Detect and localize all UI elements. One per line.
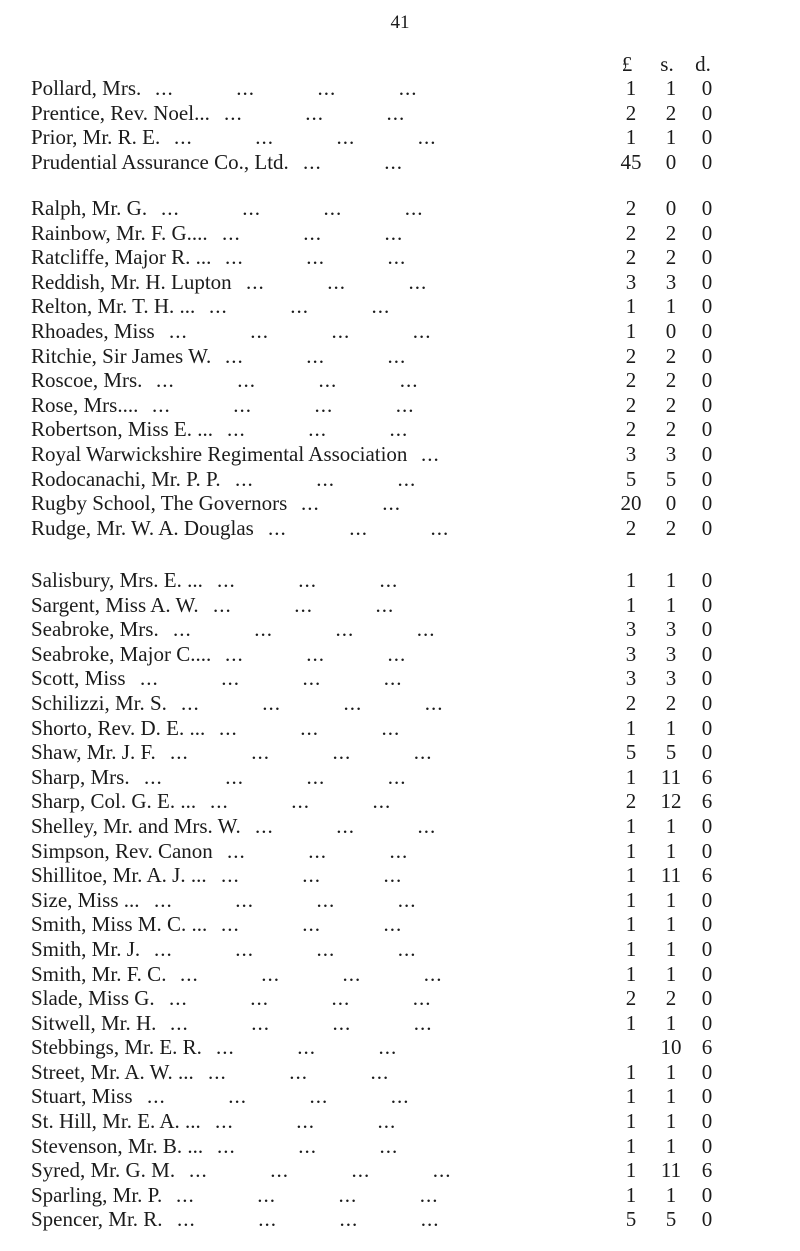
subscription-row (0, 986, 800, 1011)
amount-pounds: 2 (625, 196, 637, 220)
leader-dots: ... ... ... (227, 417, 409, 442)
amount-shillings: 1 (665, 1109, 677, 1134)
currency-header (604, 52, 724, 78)
subscriber-name: Rose, Mrs.... (31, 392, 139, 417)
amount-pence: 0 (701, 76, 713, 100)
amount-pence: 6 (701, 789, 713, 814)
leader-dots: ... ... ... (210, 789, 392, 814)
subscription-row (0, 1134, 800, 1159)
subscription-row (0, 393, 800, 418)
subscription-row (0, 1011, 800, 1036)
amount-pence: 0 (701, 491, 713, 516)
subscriber-name: Seabroke, Major C.... (31, 641, 212, 666)
subscriber-name: Rudge, Mr. W. A. Douglas (31, 515, 254, 540)
amount-shillings: 1 (665, 294, 677, 319)
amount-shillings: 1 (665, 912, 677, 937)
amount-shillings: 12 (660, 789, 682, 814)
amount-pence: 0 (701, 1084, 713, 1109)
amount-pence: 0 (701, 466, 713, 491)
subscription-row (0, 516, 800, 541)
subscription-row (0, 1060, 800, 1085)
amount-pence: 0 (701, 368, 713, 393)
amount-pence: 6 (701, 863, 713, 888)
amount-pence: 0 (701, 1010, 713, 1035)
subscription-row (0, 617, 800, 642)
amount-pounds: 2 (625, 515, 637, 540)
amount-pounds: 1 (625, 838, 637, 863)
amount-shillings: 3 (665, 441, 677, 466)
amount-shillings: 1 (665, 568, 677, 592)
amount-pence: 0 (701, 1207, 713, 1232)
subscriber-name: Ralph, Mr. G. (31, 196, 148, 220)
amount-shillings: 0 (665, 149, 677, 174)
subscription-row (0, 937, 800, 962)
leader-dots: ... ... ... (255, 813, 437, 838)
subscriber-name: Prentice, Rev. Noel... (31, 100, 210, 125)
subscription-row (0, 245, 800, 270)
amount-shillings: 3 (665, 617, 677, 642)
subscriber-name: Shorto, Rev. D. E. ... (31, 715, 206, 740)
amount-pounds: 2 (625, 368, 637, 393)
amount-shillings: 1 (665, 961, 677, 986)
amount-pounds: 1 (625, 568, 637, 592)
amount-shillings: 1 (665, 887, 677, 912)
amount-pounds: 1 (625, 764, 637, 789)
leader-dots: ... ... ... ... (177, 1207, 440, 1232)
amount-shillings: 2 (665, 245, 677, 270)
amount-shillings: 1 (665, 838, 677, 863)
subscription-row (0, 1207, 800, 1232)
amount-pence: 0 (701, 245, 713, 270)
leader-dots: ... ... ... ... (156, 368, 419, 393)
pounds-header: £ (621, 52, 633, 76)
amount-pence: 0 (701, 1182, 713, 1207)
subscriber-name: Relton, Mr. T. H. ... (31, 294, 196, 319)
subscriber-name: Seabroke, Mrs. (31, 617, 159, 642)
amount-shillings: 2 (665, 220, 677, 245)
amount-pounds: 3 (625, 269, 637, 294)
amount-pence: 0 (701, 1133, 713, 1158)
subscriber-name: Stuart, Miss (31, 1084, 133, 1109)
subscription-row (0, 125, 800, 150)
subscription-row (0, 294, 800, 319)
subscription-row (0, 344, 800, 369)
amount-pounds: 3 (625, 641, 637, 666)
amount-shillings: 3 (665, 269, 677, 294)
subscription-row (0, 1158, 800, 1183)
subscriber-name: Shillitoe, Mr. A. J. ... (31, 863, 207, 888)
subscription-row (0, 912, 800, 937)
leader-dots: ... ... ... (216, 1035, 398, 1060)
subscriber-name: Ratcliffe, Major R. ... (31, 245, 212, 270)
amount-shillings: 1 (665, 715, 677, 740)
subscriber-name: Slade, Miss G. (31, 986, 155, 1011)
amount-pence: 0 (701, 294, 713, 319)
subscriber-name: Prior, Mr. R. E. (31, 125, 161, 150)
amount-pence: 0 (701, 100, 713, 125)
amount-pence: 6 (701, 1035, 713, 1060)
amount-pence: 0 (701, 690, 713, 715)
amount-shillings: 0 (665, 196, 677, 220)
leader-dots: ... ... ... (268, 515, 450, 540)
amount-pence: 0 (701, 666, 713, 691)
amount-pounds: 2 (625, 220, 637, 245)
amount-pounds: 1 (625, 1133, 637, 1158)
section-p (0, 76, 800, 174)
leader-dots: ... ... ... ... (144, 764, 407, 789)
leader-dots: ... ... (301, 491, 401, 516)
amount-pounds: 1 (625, 1059, 637, 1084)
amount-pounds: 1 (625, 863, 637, 888)
amount-pounds: 1 (625, 592, 637, 617)
subscription-row (0, 863, 800, 888)
subscription-row (0, 789, 800, 814)
amount-shillings: 2 (665, 417, 677, 442)
leader-dots: ... ... ... ... (170, 1010, 433, 1035)
amount-pounds: 3 (625, 617, 637, 642)
amount-shillings: 10 (660, 1035, 682, 1060)
amount-pounds: 1 (625, 1158, 637, 1183)
leader-dots: ... ... ... (246, 269, 428, 294)
amount-pence: 0 (701, 912, 713, 937)
subscriber-name: Sargent, Miss A. W. (31, 592, 199, 617)
subscription-row (0, 765, 800, 790)
amount-pounds: 1 (625, 318, 637, 343)
subscriber-name: Robertson, Miss E. ... (31, 417, 214, 442)
amount-pence: 0 (701, 715, 713, 740)
subscriber-name: Stebbings, Mr. E. R. (31, 1035, 202, 1060)
subscriber-name: Rugby School, The Governors (31, 491, 288, 516)
amount-pence: 0 (701, 269, 713, 294)
leader-dots: ... ... ... ... (154, 887, 417, 912)
amount-pounds: 1 (625, 125, 637, 150)
subscriber-name: St. Hill, Mr. E. A. ... (31, 1109, 201, 1134)
amount-pounds: 1 (625, 294, 637, 319)
amount-pence: 0 (701, 125, 713, 150)
subscription-row (0, 417, 800, 442)
subscriber-name: Syred, Mr. G. M. (31, 1158, 176, 1183)
section-s (0, 568, 800, 1232)
subscriber-name: Shelley, Mr. and Mrs. W. (31, 813, 241, 838)
section-r (0, 196, 800, 540)
leader-dots: ... ... ... ... (174, 125, 437, 150)
leader-dots: ... ... ... (221, 912, 403, 937)
amount-pounds: 1 (625, 1182, 637, 1207)
subscription-row (0, 150, 800, 175)
subscription-row (0, 1035, 800, 1060)
shillings-header: s. (660, 52, 674, 76)
subscription-row (0, 1183, 800, 1208)
leader-dots: ... ... ... (227, 838, 409, 863)
leader-dots: ... ... ... (235, 466, 417, 491)
page-number: 41 (390, 12, 410, 33)
leader-dots: ... ... ... ... (161, 196, 424, 220)
amount-pence: 0 (701, 343, 713, 368)
leader-dots: ... ... ... (225, 343, 407, 368)
amount-pounds: 1 (625, 961, 637, 986)
amount-pounds: 2 (625, 986, 637, 1011)
amount-shillings: 5 (665, 466, 677, 491)
subscriber-name: Smith, Mr. F. C. (31, 961, 167, 986)
subscription-row (0, 1084, 800, 1109)
leader-dots: ... (421, 441, 440, 466)
amount-pounds: 2 (625, 690, 637, 715)
subscriber-name: Ritchie, Sir James W. (31, 343, 212, 368)
amount-pounds: 1 (625, 936, 637, 961)
amount-pence: 0 (701, 986, 713, 1011)
amount-pence: 6 (701, 764, 713, 789)
amount-shillings: 2 (665, 100, 677, 125)
amount-pence: 0 (701, 568, 713, 592)
leader-dots: ... ... ... ... (155, 76, 418, 100)
subscription-row (0, 196, 800, 221)
leader-dots: ... ... ... ... (173, 617, 436, 642)
amount-shillings: 1 (665, 1010, 677, 1035)
amount-pence: 0 (701, 592, 713, 617)
leader-dots: ... ... ... ... (154, 936, 417, 961)
leader-dots: ... ... ... ... (147, 1084, 410, 1109)
leader-dots: ... ... ... ... (189, 1158, 452, 1183)
subscription-row (0, 442, 800, 467)
amount-pence: 0 (701, 318, 713, 343)
subscriber-name: Royal Warwickshire Regimental Association (31, 441, 408, 466)
amount-pounds: 1 (625, 1010, 637, 1035)
amount-shillings: 11 (660, 1158, 682, 1183)
leader-dots: ... ... ... (217, 568, 399, 592)
amount-pence: 0 (701, 220, 713, 245)
amount-pounds: 20 (620, 491, 642, 516)
amount-shillings: 1 (665, 1084, 677, 1109)
amount-pence: 0 (701, 417, 713, 442)
amount-pounds: 1 (625, 887, 637, 912)
amount-shillings: 1 (665, 125, 677, 150)
leader-dots: ... ... (303, 149, 403, 174)
leader-dots: ... ... ... ... (152, 392, 415, 417)
leader-dots: ... ... ... (209, 294, 391, 319)
leader-dots: ... ... ... (208, 1059, 390, 1084)
amount-pounds: 5 (625, 740, 637, 765)
leader-dots: ... ... ... (224, 100, 406, 125)
amount-shillings: 1 (665, 1182, 677, 1207)
subscriber-name: Pollard, Mrs. (31, 76, 142, 100)
amount-shillings: 1 (665, 76, 677, 100)
amount-shillings: 5 (665, 1207, 677, 1232)
amount-pounds: 5 (625, 1207, 637, 1232)
amount-pounds: 2 (625, 245, 637, 270)
amount-pence: 0 (701, 838, 713, 863)
subscription-row (0, 568, 800, 593)
amount-shillings: 3 (665, 666, 677, 691)
subscriber-name: Smith, Mr. J. (31, 936, 141, 961)
subscription-row (0, 962, 800, 987)
subscription-row (0, 368, 800, 393)
subscriber-name: Sharp, Col. G. E. ... (31, 789, 197, 814)
amount-pence: 6 (701, 1158, 713, 1183)
amount-pounds: 2 (625, 343, 637, 368)
subscription-row (0, 319, 800, 344)
amount-pounds: 2 (625, 392, 637, 417)
amount-shillings: 2 (665, 690, 677, 715)
subscription-row (0, 221, 800, 246)
subscription-row (0, 691, 800, 716)
subscription-row (0, 101, 800, 126)
leader-dots: ... ... ... ... (140, 666, 403, 691)
subscriber-name: Prudential Assurance Co., Ltd. (31, 149, 289, 174)
subscriber-name: Sharp, Mrs. (31, 764, 130, 789)
leader-dots: ... ... ... (213, 592, 395, 617)
subscriber-name: Street, Mr. A. W. ... (31, 1059, 194, 1084)
amount-pence: 0 (701, 1059, 713, 1084)
leader-dots: ... ... ... (225, 641, 407, 666)
subscription-row (0, 888, 800, 913)
subscriber-name: Roscoe, Mrs. (31, 368, 143, 393)
amount-pounds: 1 (625, 1084, 637, 1109)
amount-pounds: 5 (625, 466, 637, 491)
leader-dots: ... ... ... ... (170, 740, 433, 765)
leader-dots: ... ... ... ... (169, 318, 432, 343)
leader-dots: ... ... ... (219, 715, 401, 740)
amount-pence: 0 (701, 961, 713, 986)
amount-pence: 0 (701, 149, 713, 174)
subscription-row (0, 467, 800, 492)
subscriber-name: Sparling, Mr. P. (31, 1182, 163, 1207)
pence-header: d. (695, 52, 711, 76)
amount-shillings: 1 (665, 936, 677, 961)
leader-dots: ... ... ... ... (181, 690, 444, 715)
amount-pence: 0 (701, 936, 713, 961)
subscription-row (0, 814, 800, 839)
leader-dots: ... ... ... ... (169, 986, 432, 1011)
amount-shillings: 3 (665, 641, 677, 666)
subscription-row (0, 716, 800, 741)
leader-dots: ... ... ... ... (180, 961, 443, 986)
subscriber-name: Spencer, Mr. R. (31, 1207, 163, 1232)
amount-pence: 0 (701, 515, 713, 540)
amount-pence: 0 (701, 617, 713, 642)
subscriber-name: Smith, Miss M. C. ... (31, 912, 208, 937)
subscriber-name: Shaw, Mr. J. F. (31, 740, 156, 765)
subscriber-name: Size, Miss ... (31, 887, 140, 912)
subscription-row (0, 666, 800, 691)
subscription-row (0, 839, 800, 864)
subscriber-name: Rainbow, Mr. F. G.... (31, 220, 208, 245)
subscription-row (0, 642, 800, 667)
amount-pounds: 2 (625, 417, 637, 442)
subscription-row (0, 740, 800, 765)
subscriber-name: Salisbury, Mrs. E. ... (31, 568, 203, 592)
amount-pounds: 1 (625, 912, 637, 937)
leader-dots: ... ... ... (221, 863, 403, 888)
leader-dots: ... ... ... ... (176, 1182, 439, 1207)
amount-pence: 0 (701, 887, 713, 912)
amount-shillings: 1 (665, 1133, 677, 1158)
subscriber-name: Rodocanachi, Mr. P. P. (31, 466, 221, 491)
amount-pence: 0 (701, 1109, 713, 1134)
amount-shillings: 2 (665, 368, 677, 393)
subscriber-name: Scott, Miss (31, 666, 126, 691)
subscriber-name: Simpson, Rev. Canon (31, 838, 213, 863)
subscriber-name: Sitwell, Mr. H. (31, 1010, 157, 1035)
amount-shillings: 0 (665, 491, 677, 516)
amount-pounds: 1 (625, 1109, 637, 1134)
amount-shillings: 0 (665, 318, 677, 343)
subscriber-name: Reddish, Mr. H. Lupton (31, 269, 232, 294)
amount-pence: 0 (701, 740, 713, 765)
amount-shillings: 2 (665, 986, 677, 1011)
amount-pounds: 2 (625, 100, 637, 125)
subscription-row (0, 593, 800, 618)
amount-pounds: 2 (625, 789, 637, 814)
amount-shillings: 11 (660, 863, 682, 888)
subscription-row (0, 76, 800, 101)
subscription-row (0, 270, 800, 295)
leader-dots: ... ... ... (217, 1133, 399, 1158)
leader-dots: ... ... ... (215, 1109, 397, 1134)
subscription-row (0, 1109, 800, 1134)
subscription-row (0, 491, 800, 516)
subscriber-name: Stevenson, Mr. B. ... (31, 1133, 204, 1158)
amount-pounds: 45 (620, 149, 642, 174)
amount-shillings: 1 (665, 592, 677, 617)
amount-pence: 0 (701, 392, 713, 417)
amount-shillings: 11 (660, 764, 682, 789)
amount-shillings: 1 (665, 1059, 677, 1084)
amount-pence: 0 (701, 441, 713, 466)
amount-shillings: 2 (665, 392, 677, 417)
leader-dots: ... ... ... (225, 245, 407, 270)
subscriber-name: Schilizzi, Mr. S. (31, 690, 167, 715)
amount-pounds: 1 (625, 813, 637, 838)
amount-pounds: 3 (625, 666, 637, 691)
amount-shillings: 5 (665, 740, 677, 765)
amount-pounds: 1 (625, 76, 637, 100)
amount-shillings: 2 (665, 515, 677, 540)
amount-pence: 0 (701, 813, 713, 838)
leader-dots: ... ... ... (222, 220, 404, 245)
amount-pounds: 3 (625, 441, 637, 466)
amount-pounds: 1 (625, 715, 637, 740)
amount-pence: 0 (701, 641, 713, 666)
amount-pence: 0 (701, 196, 713, 220)
amount-shillings: 2 (665, 343, 677, 368)
amount-shillings: 1 (665, 813, 677, 838)
subscriber-name: Rhoades, Miss (31, 318, 155, 343)
